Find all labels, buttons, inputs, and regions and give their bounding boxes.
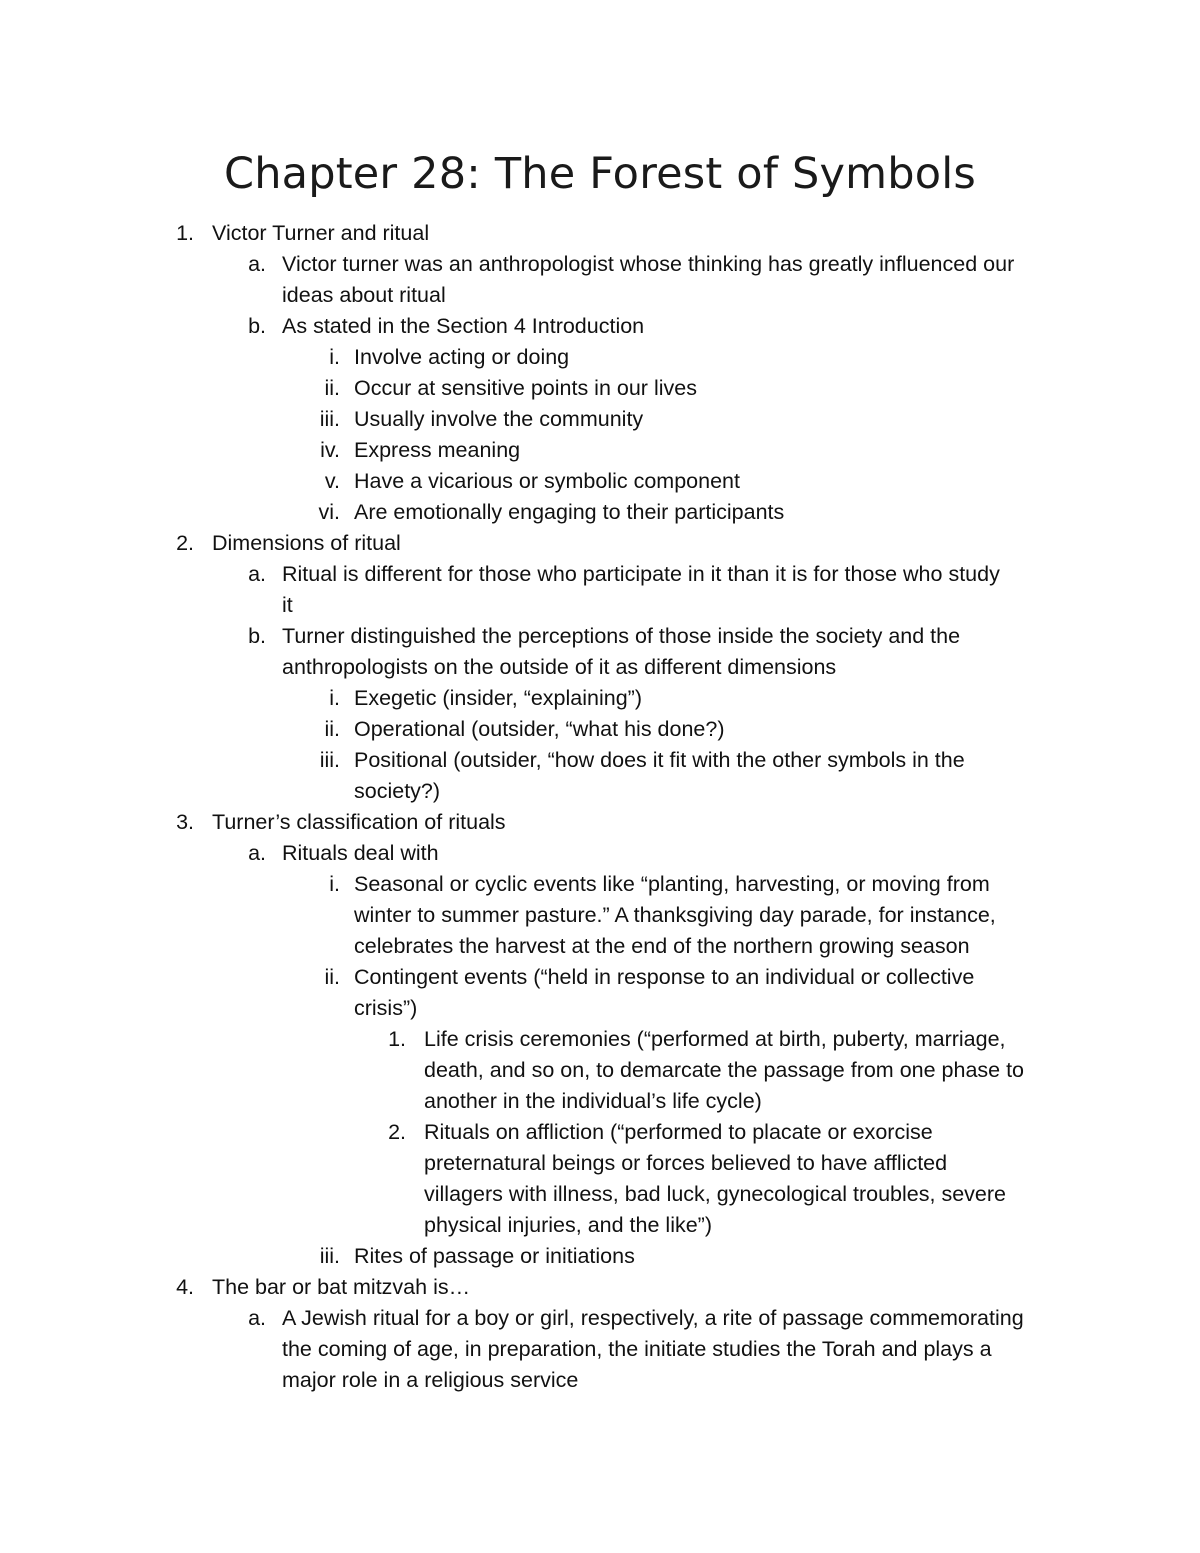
outline-item-1b [0,311,1200,342]
outline-item-2b-ii [0,714,1200,745]
outline-item-2b-iii-cont [0,776,1200,807]
list-marker: ii. [324,717,340,741]
list-text: death, and so on, to demarcate the passage from one phase to [424,1058,1025,1082]
list-text: Turner’s classification of rituals [212,810,506,834]
list-marker: 1. [388,1027,406,1051]
list-marker: b. [248,624,266,648]
list-text: physical injuries, and the like”) [424,1213,712,1237]
outline-item-3a-ii-2 [0,1117,1200,1148]
outline-item-4a-cont1 [0,1334,1200,1365]
list-text: Involve acting or doing [354,345,570,369]
list-text: Rites of passage or initiations [354,1244,635,1268]
outline-item-4a-cont2 [0,1365,1200,1396]
list-marker: vi. [318,500,340,524]
list-text: celebrates the harvest at the end of the northern growing season [354,934,970,958]
list-marker: iii. [319,1244,340,1268]
outline-item-2b-iii [0,745,1200,776]
list-text: society?) [354,779,441,803]
list-text: Rituals deal with [282,841,439,865]
outline-item-3a-ii [0,962,1200,993]
list-text: the coming of age, in preparation, the initiate studies the Torah and plays a [282,1337,992,1361]
list-marker: 4. [176,1275,194,1299]
outline-item-3a-ii-2-cont2 [0,1179,1200,1210]
list-text: another in the individual’s life cycle) [424,1089,762,1113]
list-text: A Jewish ritual for a boy or girl, respectively, a rite of passage commemorating [282,1306,1024,1330]
outline-item-3a-ii-2-cont1 [0,1148,1200,1179]
outline-item-3a-ii-cont [0,993,1200,1024]
list-text: winter to summer pasture.” A thanksgiving day parade, for instance, [354,903,996,927]
list-text: Positional (outsider, “how does it fit with the other symbols in the [354,748,965,772]
list-marker: a. [248,252,266,276]
list-text: ideas about ritual [282,283,446,307]
outline-item-1b-ii [0,373,1200,404]
outline-item-3a-iii [0,1241,1200,1272]
outline-item-1b-vi [0,497,1200,528]
list-text: preternatural beings or forces believed to have afflicted [424,1151,948,1175]
list-text: Express meaning [354,438,521,462]
list-text: major role in a religious service [282,1368,579,1392]
outline-item-1b-i [0,342,1200,373]
outline-item-2b [0,621,1200,652]
outline-item-1 [0,218,1200,249]
list-text: crisis”) [354,996,418,1020]
outline-item-2 [0,528,1200,559]
list-text: Exegetic (insider, “explaining”) [354,686,642,710]
outline-item-2b-i [0,683,1200,714]
outline-item-1b-v [0,466,1200,497]
list-marker: v. [324,469,340,493]
list-text: Operational (outsider, “what his done?) [354,717,725,741]
list-marker: ii. [324,376,340,400]
list-text: Victor turner was an anthropologist whose thinking has greatly influenced our [282,252,1015,276]
list-text: As stated in the Section 4 Introduction [282,314,645,338]
outline-item-3a [0,838,1200,869]
list-marker: a. [248,1306,266,1330]
list-text: Seasonal or cyclic events like “planting, harvesting, or moving from [354,872,990,896]
outline-item-3a-i-cont2 [0,931,1200,962]
outline-item-3a-ii-1-cont1 [0,1055,1200,1086]
list-text: Have a vicarious or symbolic component [354,469,740,493]
outline-item-1b-iii [0,404,1200,435]
outline-item-3a-ii-2-cont3 [0,1210,1200,1241]
list-text: Dimensions of ritual [212,531,401,555]
list-text: Usually involve the community [354,407,644,431]
list-text: Turner distinguished the perceptions of those inside the society and the [282,624,961,648]
outline-item-3a-ii-1-cont2 [0,1086,1200,1117]
list-text: it [282,593,293,617]
list-text: villagers with illness, bad luck, gynecological troubles, severe [424,1182,1006,1206]
outline-item-1a-cont [0,280,1200,311]
outline-item-2a-cont [0,590,1200,621]
list-marker: b. [248,314,266,338]
outline-item-3 [0,807,1200,838]
outline-item-3a-i [0,869,1200,900]
list-text: Ritual is different for those who participate in it than it is for those who study [282,562,1000,586]
outline-item-2a [0,559,1200,590]
list-text: Life crisis ceremonies (“performed at birth, puberty, marriage, [424,1027,1006,1051]
list-marker: 2. [176,531,194,555]
list-text: Occur at sensitive points in our lives [354,376,697,400]
list-text: Are emotionally engaging to their participants [354,500,785,524]
list-marker: 3. [176,810,194,834]
list-marker: 1. [176,221,194,245]
list-text: Contingent events (“held in response to an individual or collective [354,965,975,989]
list-marker: iv. [320,438,340,462]
list-marker: iii. [319,748,340,772]
list-marker: 2. [388,1120,406,1144]
list-marker: i. [329,686,340,710]
list-text: Victor Turner and ritual [212,221,430,245]
list-marker: a. [248,841,266,865]
outline-item-1a [0,249,1200,280]
list-marker: i. [329,345,340,369]
outline-item-2b-cont [0,652,1200,683]
outline-item-4 [0,1272,1200,1303]
outline-item-4a [0,1303,1200,1334]
list-marker: ii. [324,965,340,989]
page-title: Chapter 28: The Forest of Symbols [223,149,977,199]
outline-item-3a-ii-1 [0,1024,1200,1055]
outline-item-1b-iv [0,435,1200,466]
list-text: Rituals on affliction (“performed to placate or exorcise [424,1120,933,1144]
outline-item-3a-i-cont1 [0,900,1200,931]
list-marker: iii. [319,407,340,431]
list-text: anthropologists on the outside of it as different dimensions [282,655,837,679]
list-text: The bar or bat mitzvah is… [212,1275,471,1299]
list-marker: a. [248,562,266,586]
list-marker: i. [329,872,340,896]
